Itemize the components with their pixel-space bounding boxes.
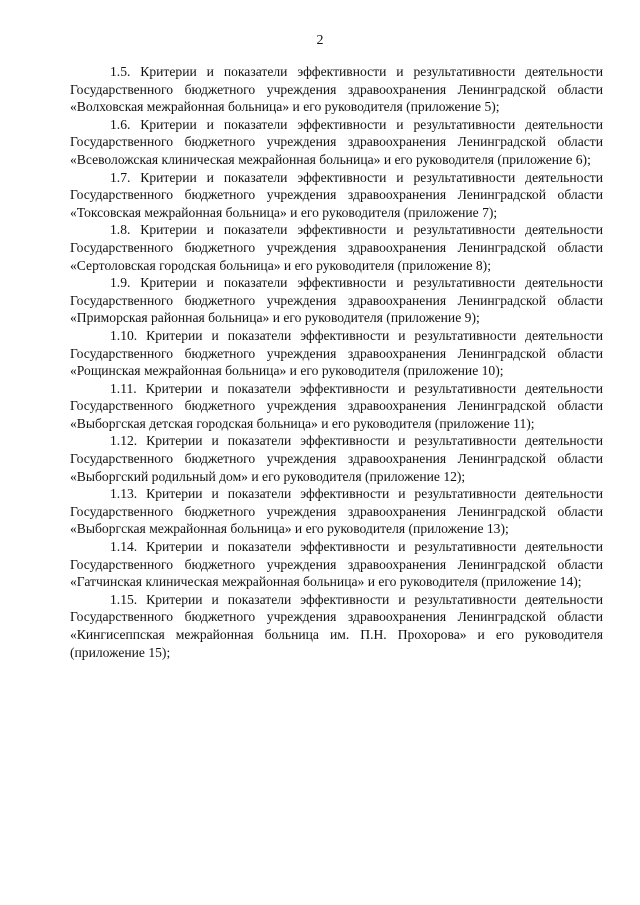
item-number: 1.13. (110, 486, 138, 502)
item-number: 1.12. (110, 433, 138, 449)
item-text: Критерии и показатели эффективности и результативности деятельности Государственного бюджетного учреждения здравоохранения Ленинградской области «Волховская межрайонная больница» и его руководителя (приложение 5); (70, 64, 603, 115)
list-item-1-11 (70, 380, 603, 433)
list-item-1-10 (70, 327, 603, 380)
list-item-1-12 (70, 432, 603, 485)
page-number: 2 (316, 33, 324, 48)
list-item-1-14 (70, 538, 603, 591)
item-number: 1.11. (110, 380, 137, 396)
item-number: 1.14. (110, 539, 138, 555)
item-text: Критерии и показатели эффективности и результативности деятельности Государственного бюджетного учреждения здравоохранения Ленинградской области «Выборгская межрайонная больница» и его руководителя (приложение 13); (70, 486, 603, 537)
item-text: Критерии и показатели эффективности и результативности деятельности Государственного бюджетного учреждения здравоохранения Ленинградской области «Рощинская межрайонная больница» и его руководителя (приложение 10); (70, 327, 603, 379)
list-item-1-9 (70, 274, 603, 327)
item-text: Критерии и показатели эффективности и результативности деятельности Государственного бюджетного учреждения здравоохранения Ленинградской области «Сертоловская городская больница» и его руководителя (приложение 8); (70, 222, 603, 273)
item-number: 1.5. (110, 64, 131, 79)
item-text: Критерии и показатели эффективности и результативности деятельности Государственного бюджетного учреждения здравоохранения Ленинградской области «Выборгская детская городская больница» и его руководителя (приложение 11); (70, 380, 603, 431)
item-text: Критерии и показатели эффективности и результативности деятельности Государственного бюджетного учреждения здравоохранения Ленинградской области «Приморская районная больница» и его руководителя (приложение 9); (70, 275, 603, 326)
item-number: 1.15. (110, 591, 138, 607)
item-text: Критерии и показатели эффективности и результативности деятельности Государственного бюджетного учреждения здравоохранения Ленинградской области «Токсовская межрайонная больница» и его руководителя (приложение 7); (70, 169, 603, 220)
item-number: 1.7. (110, 169, 131, 185)
item-number: 1.10. (110, 327, 138, 343)
item-text: Критерии и показатели эффективности и результативности деятельности Государственного бюджетного учреждения здравоохранения Ленинградской области «Выборгский родильный дом» и его руководителя (приложение 12); (70, 433, 603, 484)
list-item-1-8 (70, 221, 603, 274)
list-item-1-13 (70, 485, 603, 538)
list-item-1-15 (70, 591, 603, 661)
item-text: Критерии и показатели эффективности и результативности деятельности Государственного бюджетного учреждения здравоохранения Ленинградской области «Всеволожская клиническая межрайонная больница» и его руководителя (приложение 6); (70, 116, 603, 167)
list-item-1-5 (70, 63, 603, 116)
list-item-1-6 (70, 116, 603, 169)
item-number: 1.8. (110, 222, 131, 238)
item-text: Критерии и показатели эффективности и результативности деятельности Государственного бюджетного учреждения здравоохранения Ленинградской области «Гатчинская клиническая межрайонная больница» и его руководителя (приложение 14); (70, 539, 603, 590)
document-body (70, 63, 603, 661)
item-number: 1.9. (110, 275, 131, 291)
item-text: Критерии и показатели эффективности и результативности деятельности Государственного бюджетного учреждения здравоохранения Ленинградской области «Кингисеппская межрайонная больница им. П.Н. Прохорова» и его руководителя (приложение 15); (70, 591, 603, 660)
item-number: 1.6. (110, 116, 131, 132)
list-item-1-7 (70, 169, 603, 222)
